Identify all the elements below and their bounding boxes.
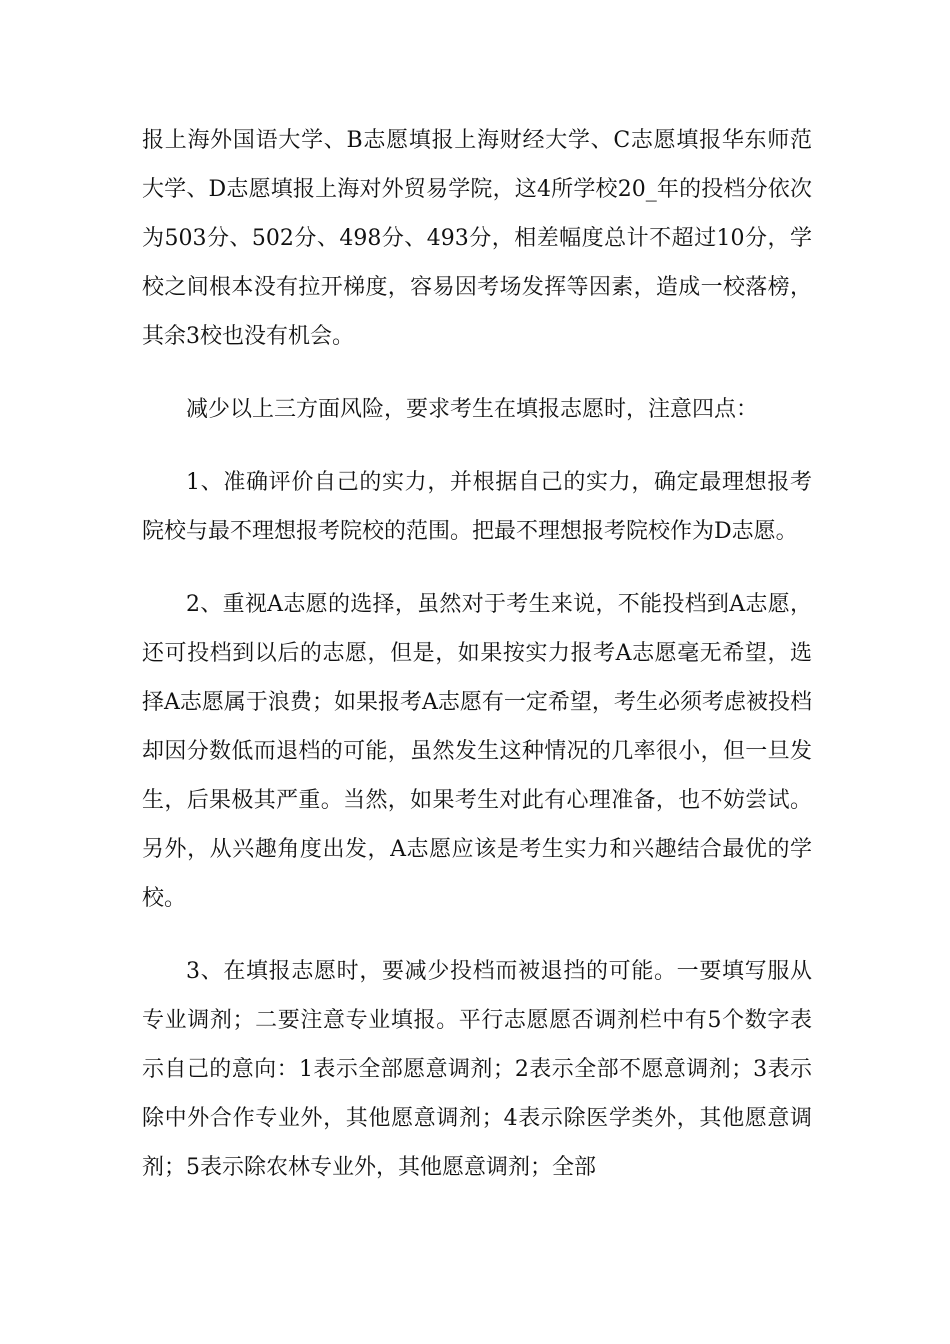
- paragraph-point-3: 3、在填报志愿时，要减少投档而被退挡的可能。一要填写服从专业调剂；二要注意专业填报。平行志愿愿否调剂栏中有5个数字表示自己的意向：1表示全部愿意调剂；2表示全部不愿意调剂；3表示除中外合作专业外，其他愿意调剂；4表示除医学类外，其他愿意调剂；5表示除农林专业外，其他愿意调剂；全部: [142, 959, 812, 1180]
- paragraph-point-2: 2、重视A志愿的选择，虽然对于考生来说，不能投档到A志愿，还可投档到以后的志愿，但是，如果按实力报考A志愿毫无希望，选择A志愿属于浪费；如果报考A志愿有一定希望，考生必须考虑被投档却因分数低而退档的可能，虽然发生这种情况的几率很小，但一旦发生，后果极其严重。当然，如果考生对此有心理准备，也不妨尝试。另外，从兴趣角度出发，A志愿应该是考生实力和兴趣结合最优的学校。: [142, 592, 812, 911]
- paragraph-risk-summary: 减少以上三方面风险，要求考生在填报志愿时，注意四点：: [186, 397, 759, 422]
- document-body: [142, 116, 812, 1216]
- paragraph-continued: 报上海外国语大学、B志愿填报上海财经大学、C志愿填报华东师范大学、D志愿填报上海对外贸易学院，这4所学校20_年的投档分依次为503分、502分、498分、493分，相差幅度总计不超过10分，学校之间根本没有拉开梯度，容易因考场发挥等因素，造成一校落榜，其余3校也没有机会。: [142, 128, 812, 349]
- paragraph-point-1: 1、准确评价自己的实力，并根据自己的实力，确定最理想报考院校与最不理想报考院校的范围。把最不理想报考院校作为D志愿。: [142, 470, 812, 544]
